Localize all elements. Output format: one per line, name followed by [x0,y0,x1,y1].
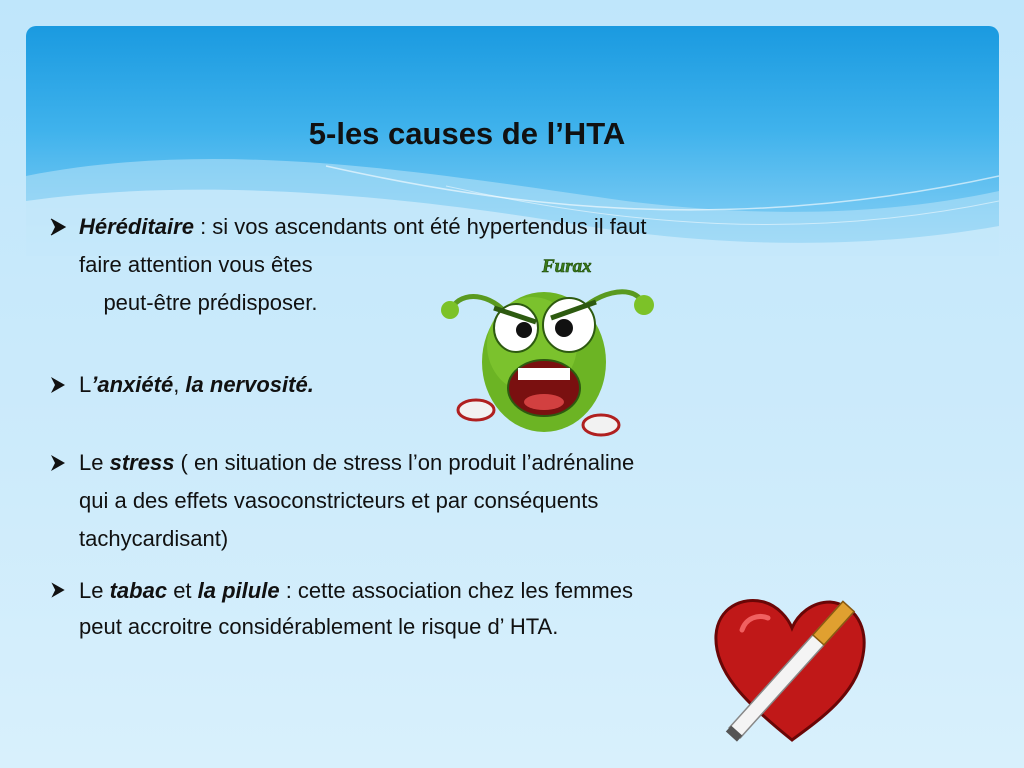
emphasis-text: Héréditaire [79,214,194,239]
body-text: peut accroitre considérablement le risque d’ HTA. [79,614,559,639]
arrow-bullet-icon [48,366,70,404]
body-text: , [173,372,186,397]
bullet-text-line [79,444,634,482]
body-text: Le [79,450,110,475]
body-text: : si vos ascendants ont été hypertendus il faut [193,214,647,239]
bullet-item-stress [48,444,634,558]
bullet-text-line [79,208,646,246]
body-text: : cette association chez les femmes [279,578,633,603]
arrow-bullet-icon [48,208,70,246]
bullet-text-line [79,609,633,645]
emphasis-text: la pilule [197,578,280,603]
arrow-bullet-icon [48,444,70,482]
body-text: et [167,578,198,603]
body-text: peut-être prédisposer. [79,290,318,315]
body-text: qui a des effets vasoconstricteurs et par conséquents [79,488,599,513]
body-text: ( en situation de stress l’on produit l’adrénaline [174,450,635,475]
emphasis-text: la nervosité. [185,372,314,397]
bullet-text-line [79,366,314,404]
bullet-item-anxiete [48,366,314,404]
emphasis-text: tabac [109,578,168,603]
emphasis-text: stress [109,450,175,475]
body-text: Le [79,578,110,603]
bullet-item-tabac [48,573,633,645]
slide-title: 5-les causes de l’HTA [308,116,626,151]
emphasis-text: ’anxiété [91,372,174,397]
furax-clipart-icon [436,250,661,445]
svg-text:Furax: Furax [542,256,592,277]
bullet-text-line [79,482,634,520]
body-text: faire attention vous êtes [79,252,313,277]
bullet-text-line [79,573,633,609]
body-text: L [79,372,92,397]
arrow-bullet-icon [48,573,70,609]
body-text: tachycardisant) [79,526,229,551]
heart-cigarette-clipart-icon [712,590,872,750]
bullet-text-line [79,520,634,558]
